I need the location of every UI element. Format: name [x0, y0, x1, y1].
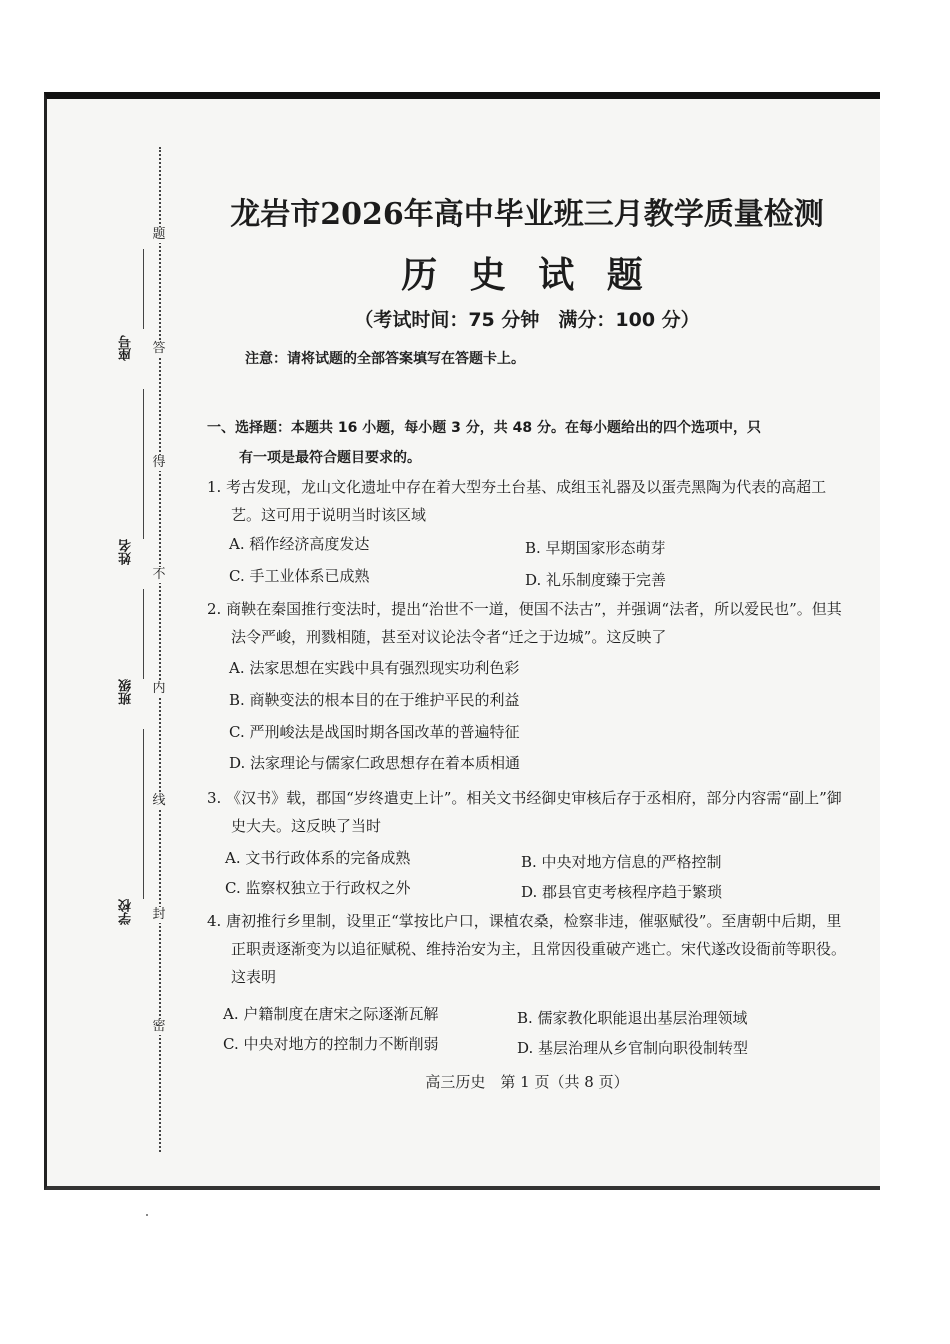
- seal-char-de: 得: [150, 455, 168, 471]
- q4-option-c: C. 中央对地方的控制力不断削弱: [223, 1035, 439, 1053]
- school-label: 学校: [119, 899, 134, 925]
- scanned-page: [44, 92, 880, 1190]
- q1-option-c: C. 手工业体系已成熟: [229, 567, 370, 585]
- scan-speck: [146, 1214, 148, 1216]
- q1-option-b: B. 早期国家形态萌芽: [525, 539, 666, 557]
- class-blank: [143, 589, 144, 679]
- question-3-stem: 3. 《汉书》载，郡国“岁终遣吏上计”。相关文书经御史审核后存于丞相府，部分内容需“副上”御史大夫。这反映了当时: [207, 789, 842, 835]
- seal-char-bu: 不: [150, 567, 168, 583]
- q3-option-c: C. 监察权独立于行政权之外: [225, 879, 411, 897]
- q2-option-b: B. 商鞅变法的根本目的在于维护平民的利益: [229, 691, 520, 709]
- q4-option-b: B. 儒家教化职能退出基层治理领域: [517, 1009, 748, 1027]
- seat-no-label: 座号: [119, 335, 134, 361]
- seal-char-feng: 封: [150, 907, 168, 923]
- seal-char-xian: 线: [150, 793, 168, 809]
- question-1: [207, 473, 847, 529]
- q3-option-b: B. 中央对地方信息的严格控制: [521, 853, 722, 871]
- q4-option-d: D. 基层治理从乡官制向职役制转型: [517, 1039, 749, 1057]
- seal-char-ti: 题: [150, 227, 168, 243]
- exam-info: （考试时间：75 分钟 满分：100 分）: [354, 309, 700, 331]
- class-label: 班级: [119, 679, 134, 705]
- question-4: [207, 907, 847, 991]
- seal-char-mi: 密: [150, 1019, 168, 1035]
- name-blank: [143, 389, 144, 539]
- section-heading-line2: 有一项是最符合题目要求的。: [239, 450, 421, 466]
- subject-title: 历 史 试 题: [401, 254, 653, 296]
- exam-title: 龙岩市2026年高中毕业班三月教学质量检测: [230, 197, 824, 232]
- page-footer: 高三历史 第 1 页（共 8 页）: [425, 1073, 629, 1091]
- q2-option-c: C. 严刑峻法是战国时期各国改革的普遍特征: [229, 723, 520, 741]
- question-2-stem: 2. 商鞅在秦国推行变法时，提出“治世不一道，便国不法古”，并强调“法者，所以爱民也”。但其法令严峻，刑戮相随，甚至对议论法令者“迁之于边城”。这反映了: [207, 600, 842, 646]
- q1-option-a: A. 稻作经济高度发达: [229, 535, 370, 553]
- q2-option-a: A. 法家思想在实践中具有强烈现实功利色彩: [229, 659, 520, 677]
- seat-no-blank: [143, 249, 144, 329]
- seal-char-nei: 内: [150, 681, 168, 697]
- q1-option-d: D. 礼乐制度臻于完善: [525, 571, 667, 589]
- notice: 注意：请将试题的全部答案填写在答题卡上。: [245, 351, 525, 367]
- seal-char-da: 答: [150, 341, 168, 357]
- question-4-stem: 4. 唐初推行乡里制，设里正“掌按比户口，课植农桑，检察非违，催驱赋役”。至唐朝中后期，里正职责逐渐变为以追征赋税、维持治安为主，且常因役重破产逃亡。宋代遂改设衙前等职役。这表明: [207, 912, 847, 986]
- q4-option-a: A. 户籍制度在唐宋之际逐渐瓦解: [223, 1005, 439, 1023]
- q3-option-d: D. 郡县官吏考核程序趋于繁琐: [521, 883, 723, 901]
- section-heading-line1: 一、选择题：本题共 16 小题，每小题 3 分，共 48 分。在每小题给出的四个选项中，只: [207, 420, 761, 436]
- question-2: [207, 595, 847, 651]
- q2-option-d: D. 法家理论与儒家仁政思想存在着本质相通: [229, 754, 521, 772]
- school-blank: [143, 729, 144, 899]
- seal-dotted-line: [159, 147, 161, 1152]
- name-label: 姓名: [119, 539, 134, 565]
- question-3: [207, 784, 847, 840]
- question-1-stem: 1. 考古发现，龙山文化遗址中存在着大型夯土台基、成组玉礼器及以蛋壳黑陶为代表的高超工艺。这可用于说明当时该区域: [207, 478, 827, 524]
- q3-option-a: A. 文书行政体系的完备成熟: [225, 849, 411, 867]
- section-heading: [207, 413, 847, 473]
